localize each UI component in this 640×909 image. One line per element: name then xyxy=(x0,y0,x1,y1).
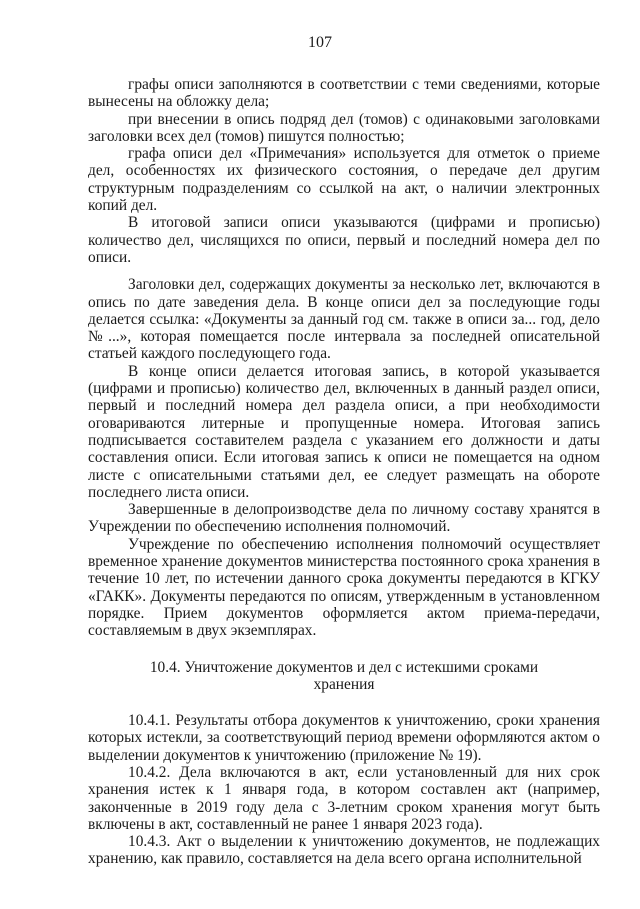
paragraph-temporary-storage: Учреждение по обеспечению исполнения полномочий осуществляет временное хранение документов министерства постоянного срока хранения в течение 10 лет, по истечении данного срока документы передаются в КГКУ «ГАКК». Документы передаются по описям, утвержденным в установленном порядке. Прием документов оформляется актом приема-передачи, составляемым в двух экземплярах. xyxy=(88,535,600,640)
page-number: 107 xyxy=(308,34,332,51)
paragraph-final-record: В итоговой записи описи указываются (цифрами и прописью) количество дел, числящихся по описи, первый и последний номера дел по описи. xyxy=(88,214,600,266)
paragraph-10-4-1: 10.4.1. Результаты отбора документов к уничтожению, сроки хранения которых истекли, за соответствующий период времени оформляются актом о выделении документов к уничтожению (приложение № 19). xyxy=(88,712,600,764)
paragraph-10-4-3: 10.4.3. Акт о выделении к уничтожению документов, не подлежащих хранению, как правило, составляется на дела всего органа исполнительной xyxy=(88,833,600,868)
paragraph-notes-column: графа описи дел «Примечания» используется для отметок о приеме дел, особенностях их физического состояния, о передаче дел другим структурным подразделениям со ссылкой на акт, о наличии электронных копий дел. xyxy=(88,145,600,215)
document-body xyxy=(88,76,600,868)
paragraph-personnel-files: Завершенные в делопроизводстве дела по личному составу хранятся в Учреждении по обеспечению исполнения полномочий. xyxy=(88,501,600,536)
paragraph-10-4-2: 10.4.2. Дела включаются в акт, если установленный для них срок хранения истек к 1 января года, в котором составлен акт (например, законченные в 2019 году дела с 3-летним сроком хранения могут быть включены в акт, составленный не ранее 1 января 2023 года). xyxy=(88,763,600,833)
paragraph-same-titles: при внесении в опись подряд дел (томов) с одинаковыми заголовками заголовки всех дел (томов) пишутся полностью; xyxy=(88,110,600,145)
paragraph-multi-year-titles: Заголовки дел, содержащих документы за несколько лет, включаются в опись по дате заведения дела. В конце описи дел за последующие годы делается ссылка: «Документы за данный год см. также в описи за... год, дело №...», которая помещается после интервала за последней описательной статьей каждого последующего года. xyxy=(88,276,600,363)
section-heading: 10.4. Уничтожение документов и дел с истекшими сроками хранения xyxy=(149,658,539,693)
paragraph-inventory-columns: графы описи заполняются в соответствии с теми сведениями, которые вынесены на обложку дела; xyxy=(88,76,600,111)
paragraph-section-total: В конце описи делается итоговая запись, в которой указывается (цифрами и прописью) количество дел, включенных в данный раздел описи, первый и последний номера дел раздела описи, а при необходимости оговариваются литерные и пропущенные номера. Итоговая запись подписывается составителем раздела с указанием его должности и даты составления описи. Если итоговая запись к описи не помещается на одном листе с описательными статьями дел, ее следует размещать на обороте последнего листа описи. xyxy=(88,362,600,501)
